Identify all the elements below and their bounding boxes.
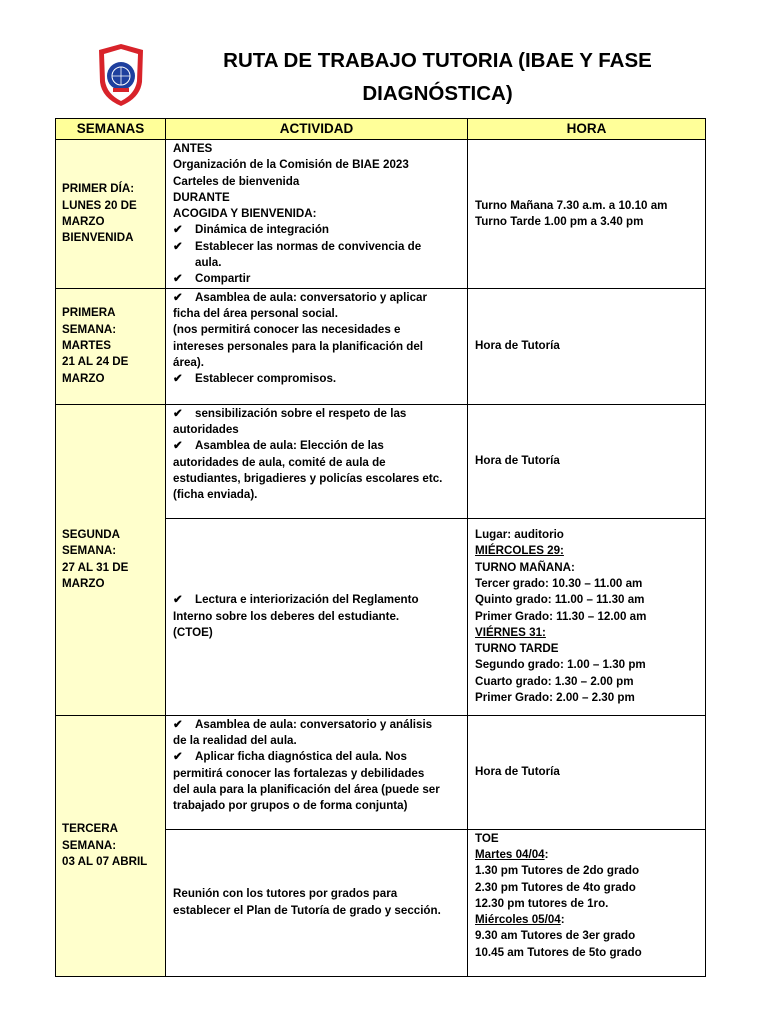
time-text: Hora de Tutoría <box>475 454 560 468</box>
time-cell <box>468 288 706 404</box>
activity-text: Asamblea de aula: Elección de las <box>195 439 384 453</box>
time-text: 9.30 am Tutores de 3er grado <box>475 929 636 943</box>
activity-text: de la realidad del aula. <box>173 733 297 747</box>
activity-bullet <box>173 749 460 765</box>
activity-cell <box>166 715 468 829</box>
activity-text: Organización de la Comisión de BIAE 2023 <box>173 158 409 172</box>
activity-text: (ficha enviada). <box>173 488 258 502</box>
activity-text: ACOGIDA Y BIENVENIDA: <box>173 207 317 221</box>
time-text: Segundo grado: 1.00 – 1.30 pm <box>475 658 646 672</box>
time-text: TURNO MAÑANA: <box>475 560 575 574</box>
activity-text: aula. <box>195 256 222 270</box>
week-text: 27 AL 31 DE <box>62 560 129 574</box>
activity-text: DURANTE <box>173 190 230 204</box>
table-row <box>56 715 706 829</box>
time-text: : <box>544 847 549 861</box>
time-text: Hora de Tutoría <box>475 765 560 779</box>
activity-text: permitirá conocer las fortalezas y debilidades <box>173 766 425 780</box>
activity-bullet <box>173 290 460 306</box>
time-text: Lugar: auditorio <box>475 528 564 542</box>
week-text: PRIMER DÍA: <box>62 182 135 196</box>
activity-cell <box>166 518 468 715</box>
time-text: 10.45 am Tutores de 5to grado <box>475 945 642 959</box>
time-text: 2.30 pm Tutores de 4to grado <box>475 880 636 894</box>
checkmark-icon: ✔ <box>173 290 183 304</box>
time-cell <box>468 829 706 976</box>
activity-text: Reunión con los tutores por grados para <box>173 887 398 901</box>
week-text: TERCERA <box>62 822 119 836</box>
time-text: Turno Tarde 1.00 pm a 3.40 pm <box>475 214 644 228</box>
time-text: Martes 04/04 <box>475 847 545 861</box>
document-title <box>170 44 705 110</box>
week-text: BIENVENIDA <box>62 231 134 245</box>
time-text: 1.30 pm Tutores de 2do grado <box>475 864 640 878</box>
time-text: Primer Grado: 2.00 – 2.30 pm <box>475 691 635 704</box>
column-header-hora: HORA <box>468 119 706 140</box>
schedule-table <box>55 118 706 977</box>
checkmark-icon: ✔ <box>173 239 183 253</box>
activity-text: Asamblea de aula: conversatorio y aplicar <box>195 290 427 304</box>
time-text: TOE <box>475 831 499 845</box>
activity-text: (nos permitirá conocer las necesidades e <box>173 323 401 337</box>
time-text: Tercer grado: 10.30 – 11.00 am <box>475 576 643 590</box>
activity-text: Carteles de bienvenida <box>173 174 300 188</box>
activity-text: autoridades de aula, comité de aula de <box>173 455 386 469</box>
activity-text: Interno sobre los deberes del estudiante. <box>173 609 400 623</box>
activity-text: intereses personales para la planificación del <box>173 339 424 353</box>
activity-cell <box>166 288 468 404</box>
week-cell <box>56 404 166 715</box>
time-text: 12.30 pm tutores de 1ro. <box>475 896 609 910</box>
time-text: Primer Grado: 11.30 – 12.00 am <box>475 609 647 623</box>
activity-text: (CTOE) <box>173 625 213 639</box>
activity-text: Compartir <box>195 272 251 286</box>
time-text: Cuarto grado: 1.30 – 2.00 pm <box>475 674 634 688</box>
time-text <box>475 847 698 863</box>
activity-bullet <box>173 406 460 422</box>
activity-text: Establecer las normas de convivencia de <box>195 239 422 253</box>
title-line-2: DIAGNÓSTICA) <box>362 82 513 105</box>
time-text: Miércoles 05/04 <box>475 913 561 927</box>
activity-text: establecer el Plan de Tutoría de grado y sección. <box>173 903 441 917</box>
time-text: Hora de Tutoría <box>475 339 560 353</box>
activity-text: ANTES <box>173 142 213 155</box>
time-text: Quinto grado: 11.00 – 11.30 am <box>475 593 645 607</box>
time-cell <box>468 140 706 289</box>
activity-text: Lectura e interiorización del Reglamento <box>195 593 419 607</box>
activity-cell <box>166 404 468 518</box>
table-header-row <box>56 119 706 140</box>
time-text: VIÉRNES 31: <box>475 625 546 639</box>
activity-bullet <box>173 271 460 287</box>
week-text: SEMANA: <box>62 838 117 852</box>
table-row <box>56 140 706 289</box>
activity-text: Establecer compromisos. <box>195 372 337 386</box>
checkmark-icon: ✔ <box>173 439 183 453</box>
activity-text: área). <box>173 355 204 369</box>
time-cell <box>468 715 706 829</box>
checkmark-icon: ✔ <box>173 593 183 607</box>
activity-bullet <box>173 717 460 733</box>
time-text: Turno Mañana 7.30 a.m. a 10.10 am <box>475 198 668 212</box>
column-header-semanas: SEMANAS <box>56 119 166 140</box>
checkmark-icon: ✔ <box>173 406 183 420</box>
week-text: 03 AL 07 ABRIL <box>62 854 148 868</box>
activity-cell <box>166 140 468 289</box>
activity-bullet <box>173 371 460 387</box>
table-row <box>56 404 706 518</box>
checkmark-icon: ✔ <box>173 717 183 731</box>
week-text: MARZO <box>62 576 105 590</box>
week-text: MARTES <box>62 339 111 353</box>
activity-text: autoridades <box>173 422 239 436</box>
activity-bullet <box>173 592 460 608</box>
week-text: PRIMERA <box>62 306 116 320</box>
checkmark-icon: ✔ <box>173 750 183 764</box>
activity-text: Asamblea de aula: conversatorio y análisis <box>195 717 433 731</box>
time-text: TURNO TARDE <box>475 642 559 656</box>
time-text: : <box>560 913 565 927</box>
title-line-1: RUTA DE TRABAJO TUTORIA (IBAE Y FASE <box>223 49 652 72</box>
activity-cell <box>166 829 468 976</box>
week-text: LUNES 20 DE <box>62 198 137 212</box>
table-row <box>56 288 706 404</box>
time-cell <box>468 518 706 715</box>
activity-bullet <box>173 438 460 454</box>
week-text: SEGUNDA <box>62 528 120 542</box>
time-text <box>475 912 698 928</box>
activity-text: sensibilización sobre el respeto de las <box>195 406 407 420</box>
time-cell <box>468 404 706 518</box>
column-header-actividad: ACTIVIDAD <box>166 119 468 140</box>
checkmark-icon: ✔ <box>173 372 183 386</box>
activity-text: Dinámica de integración <box>195 223 330 237</box>
week-cell <box>56 715 166 976</box>
checkmark-icon: ✔ <box>173 272 183 286</box>
week-cell <box>56 288 166 404</box>
activity-text: ficha del área personal social. <box>173 306 338 320</box>
week-text: MARZO <box>62 214 105 228</box>
checkmark-icon: ✔ <box>173 223 183 237</box>
school-seal-logo <box>96 42 146 108</box>
activity-text: estudiantes, brigadieres y policías escolares etc. <box>173 471 443 485</box>
time-text: MIÉRCOLES 29: <box>475 544 564 558</box>
activity-bullet <box>173 239 460 255</box>
week-cell <box>56 140 166 289</box>
week-text: 21 AL 24 DE <box>62 355 129 369</box>
activity-text: del aula para la planificación del área (puede ser <box>173 782 440 796</box>
activity-bullet <box>173 222 460 238</box>
week-text: MARZO <box>62 371 105 385</box>
activity-text: Aplicar ficha diagnóstica del aula. Nos <box>195 750 407 764</box>
week-text: SEMANA: <box>62 544 117 558</box>
activity-text: trabajado por grupos o de forma conjunta) <box>173 799 408 813</box>
week-text: SEMANA: <box>62 322 117 336</box>
